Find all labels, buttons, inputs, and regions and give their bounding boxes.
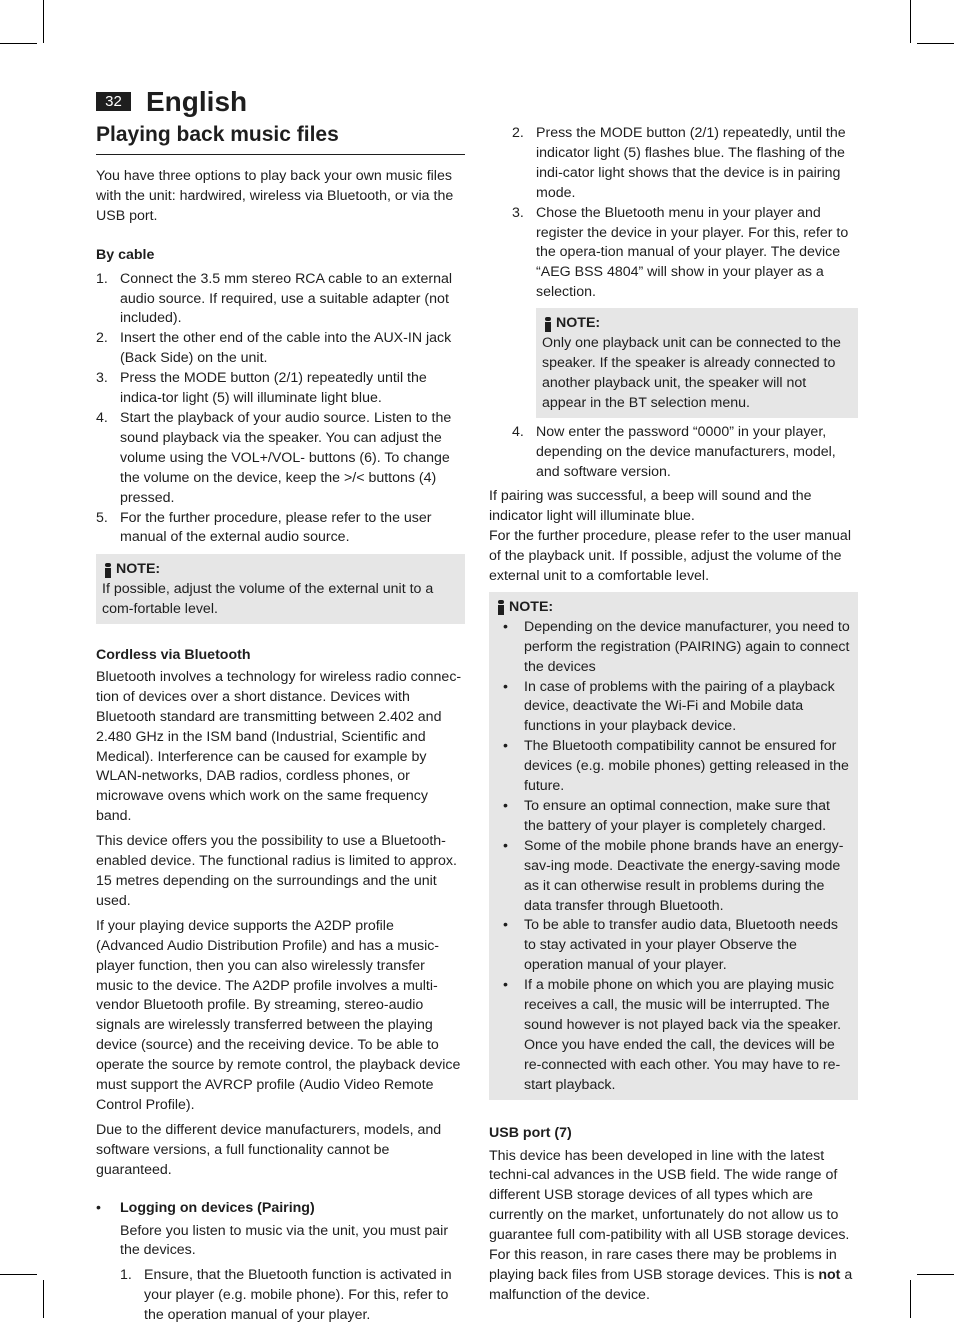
list-item: 1. Ensure, that the Bluetooth function is activated in your player (e.g. mobile phone). For this, refer to the operation manual of your player. (120, 1267, 452, 1324)
bullet: • (96, 1199, 101, 1216)
usb-text: This device has been developed in line with the latest techni-cal advances in the USB field. The wide range of different USB storage devices of all types which are currently on the market, unfortunately do not allow us to guarantee full com-patibility with all USB storage devices. For this reason, in rare cases there may be problems in playing back files from USB storage devices. This is not a malfunction of the device. (489, 1147, 853, 1303)
crop-mark (43, 0, 44, 43)
info-icon (495, 600, 507, 615)
pairing-steps (489, 124, 858, 303)
list-item: • To ensure an optimal connection, make sure that the battery of your player is completely charged. (503, 798, 830, 834)
note-text: Only one playback unit can be connected to the speaker. If the speaker is already connected to another playback unit, the speaker will not appear in the BT selection menu. (542, 335, 841, 411)
paragraph: If pairing was successful, a beep will sound and the indicator light will illuminate blue. (489, 488, 812, 525)
list-item: • If a mobile phone on which you are playing music receives a call, the music will be interrupted. The sound however is not played back via the speaker. Once you have ended the call, the devices will be re-connected with each other. You may have to re-start playback. (503, 977, 842, 1093)
list-item: 3. Press the MODE button (2/1) repeatedly until the indica-tor light (5) will illuminate light blue. (96, 370, 427, 407)
list-item: 2. Insert the other end of the cable into the AUX-IN jack (Back Side) on the unit. (96, 330, 452, 367)
list-item: 4. Start the playback of your audio source. Listen to the sound playback via the speaker. You can adjust the volume using the VOL+/VOL- buttons (6). To change the volume on the device, keep the >/< buttons (4) pressed. (96, 409, 452, 506)
list-item: 3. Chose the Bluetooth menu in your player and register the device in your player. For this, refer to the opera-tion manual of your player. The device “AEG BSS 4804” will show in your player as a selection. (512, 204, 849, 301)
left-column (96, 122, 465, 1326)
crop-mark (917, 43, 954, 44)
bluetooth-paragraph: If your playing device supports the A2DP profile (Advanced Audio Distribution Profile) and has a music-player function, then you can also wirelessly transfer music to the device. The A2DP profile involves a multi-vendor Bluetooth profile. By streaming, stereo-audio signals are wirelessly transferred between the playing device (source) and the receiving device. To be able to operate the source by remote control, the playback device must support the AVRCP profile (Audio Video Remote Control Profile). (96, 917, 461, 1113)
bluetooth-paragraph: Bluetooth involves a technology for wireless radio connec-tion of devices over a short distance. Devices with Bluetooth standard are transmitting between 2.402 and 2.480 GHz in the ISM band (Industrial, Scientific and Medical). Interference can be caused for example by WLAN-networks, DAB radios, cordless phones, or microwave ovens which work on the same frequency band. (96, 668, 462, 825)
emphasis: not (818, 1266, 841, 1283)
note-box (489, 592, 858, 1100)
list-item: 1. Connect the 3.5 mm stereo RCA cable to an external audio source. If required, use a suitable adapter (not included). (96, 270, 453, 327)
usb-heading: USB port (7) (489, 1124, 572, 1141)
info-icon (102, 563, 114, 578)
note-box (536, 308, 858, 418)
bluetooth-paragraph: Due to the different device manufacturers, models, and software versions, a full functionality cannot be guaranteed. (96, 1121, 442, 1178)
paragraph: For the further procedure, please refer to the user manual of the playback unit. If possible, adjust the volume of the external unit to a comfortable level. (489, 528, 851, 585)
by-cable-heading: By cable (96, 246, 155, 263)
info-icon (542, 317, 554, 332)
list-item: • Depending on the device manufacturer, you need to perform the registration (PAIRING) again to connect the devices (503, 618, 850, 675)
pairing-heading: Logging on devices (Pairing) (120, 1199, 315, 1216)
by-cable-steps (96, 270, 465, 549)
pairing-item (96, 1199, 465, 1326)
list-item: 4. Now enter the password “0000” in your player, depending on the device manufacturers, model, and software version. (512, 423, 836, 480)
note-heading: NOTE: (495, 598, 852, 618)
note-text: If possible, adjust the volume of the external unit to a com-fortable level. (102, 581, 434, 618)
language-title: English (146, 86, 248, 117)
list-item: 2. Press the MODE button (2/1) repeatedly, until the indicator light (5) flashes blue. The flashing of the indi-cator light shows that the device is in pairing mode. (512, 125, 846, 201)
crop-mark (910, 1280, 911, 1318)
page-number: 32 (96, 92, 131, 111)
crop-mark (917, 1274, 954, 1275)
note-heading: NOTE: (542, 314, 852, 334)
right-column (489, 124, 858, 1306)
note-list (495, 618, 852, 1096)
note-box (96, 554, 465, 624)
crop-mark (43, 1280, 44, 1318)
crop-mark (910, 0, 911, 43)
section-title: Playing back music files (96, 123, 339, 146)
title-rule (96, 154, 465, 155)
list-item: • To be able to transfer audio data, Bluetooth needs to stay activated in your player Observe the operation manual of your player. (503, 917, 838, 974)
list-item: • The Bluetooth compatibility cannot be ensured for devices (e.g. mobile phones) getting released in the future. (503, 738, 849, 795)
list-item: 5. For the further procedure, please refer to the user manual of the external audio source. (96, 509, 432, 546)
bluetooth-paragraph: This device offers you the possibility to use a Bluetooth-enabled device. The functional radius is limited to approx. 15 metres depending on the surroundings and the unit used. (96, 833, 457, 909)
crop-mark (0, 43, 37, 44)
intro-text: You have three options to play back your own music files with the unit: hardwired, wireless via Bluetooth, or via the USB port. (96, 168, 454, 224)
note-heading: NOTE: (102, 560, 459, 580)
pairing-intro: Before you listen to music via the unit, you must pair the devices. (120, 1222, 449, 1259)
list-item: • In case of problems with the pairing of a playback device, deactivate the Wi-Fi and Mobile data functions in your playback device. (503, 678, 835, 735)
crop-mark (0, 1274, 37, 1275)
bluetooth-heading: Cordless via Bluetooth (96, 647, 251, 664)
list-item: • Some of the mobile phone brands have an energy-sav-ing mode. Deactivate the energy-saving mode as it can otherwise result in problems during the data transfer through Bluetooth. (503, 837, 844, 914)
